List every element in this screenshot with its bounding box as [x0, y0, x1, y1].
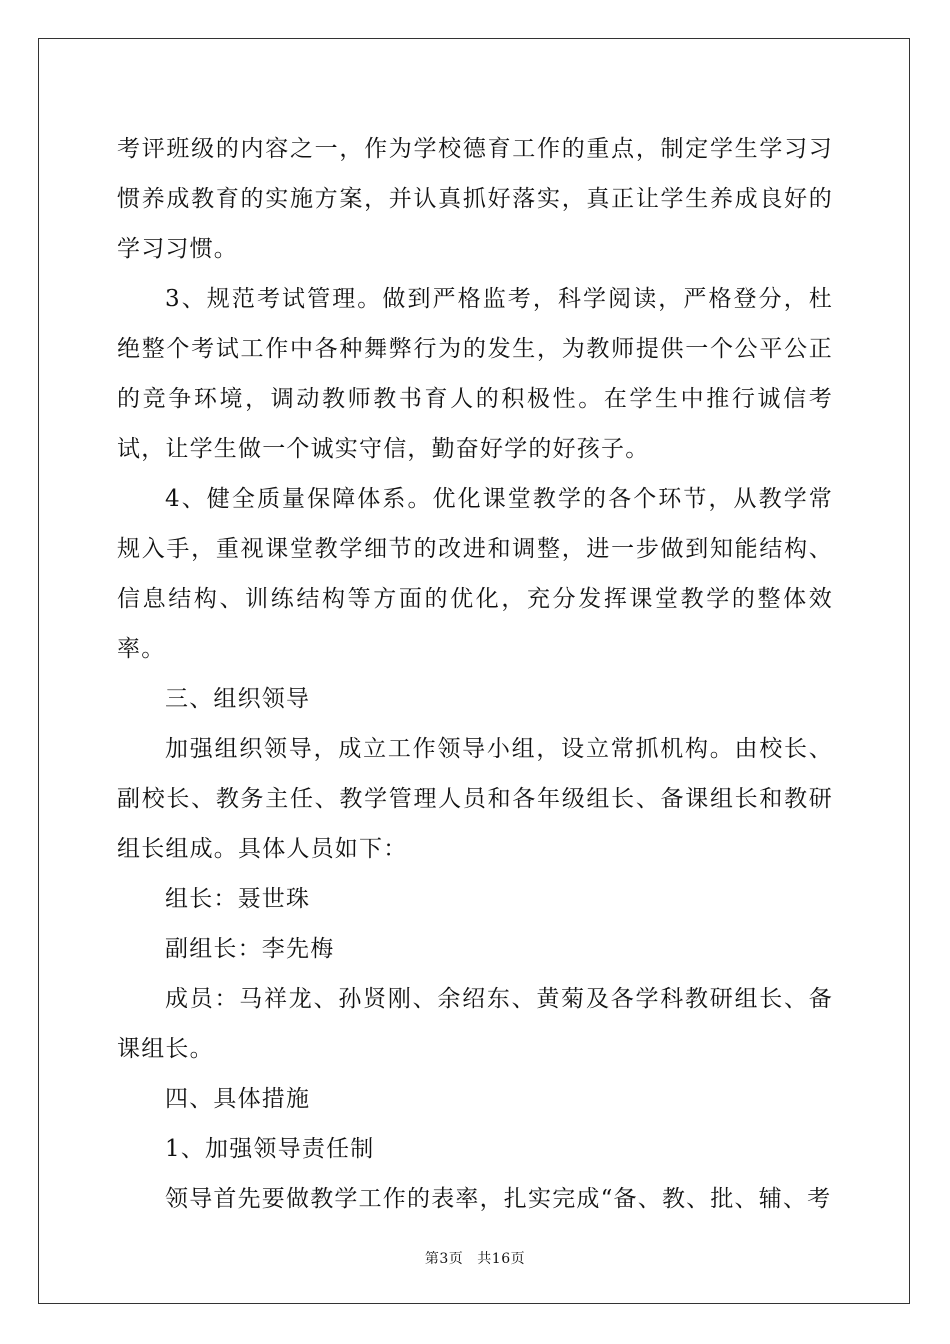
section-heading-organization: 三、组织领导: [165, 686, 311, 712]
paragraph-1: 考评班级的内容之一，作为学校德育工作的重点，制定学生学习习惯养成教育的实施方案，并认真抓好落实，真正让学生养成良好的学习习惯。: [117, 136, 833, 262]
document-body: [117, 124, 833, 1224]
section-heading-measures: 四、具体措施: [165, 1086, 311, 1112]
paragraph-5: 领导首先要做教学工作的表率，扎实完成“备、教、批、辅、考: [165, 1186, 832, 1212]
page-total: 共16页: [477, 1251, 526, 1267]
deputy-leader-line: 副组长：李先梅: [165, 936, 335, 962]
team-leader-line: 组长：聂世珠: [165, 886, 311, 912]
paragraph-4: 加强组织领导，成立工作领导小组，设立常抓机构。由校长、副校长、教务主任、教学管理人员和各年级组长、备课组长和教研组长组成。具体人员如下：: [117, 736, 833, 862]
paragraph-2: 3、规范考试管理。做到严格监考，科学阅读，严格登分，杜绝整个考试工作中各种舞弊行为的发生，为教师提供一个公平公正的竞争环境，调动教师教书育人的积极性。在学生中推行诚信考试，让学生做一个诚实守信，勤奋好学的好孩子。: [117, 286, 833, 462]
page-footer: [0, 1248, 950, 1268]
page-number: 第3页: [424, 1251, 464, 1267]
paragraph-3: 4、健全质量保障体系。优化课堂教学的各个环节，从教学常规入手，重视课堂教学细节的改进和调整，进一步做到知能结构、信息结构、训练结构等方面的优化，充分发挥课堂教学的整体效率。: [117, 486, 833, 662]
members-line: 成员：马祥龙、孙贤刚、余绍东、黄菊及各学科教研组长、备课组长。: [117, 986, 833, 1062]
subheading-leadership: 1、加强领导责任制: [165, 1136, 375, 1162]
